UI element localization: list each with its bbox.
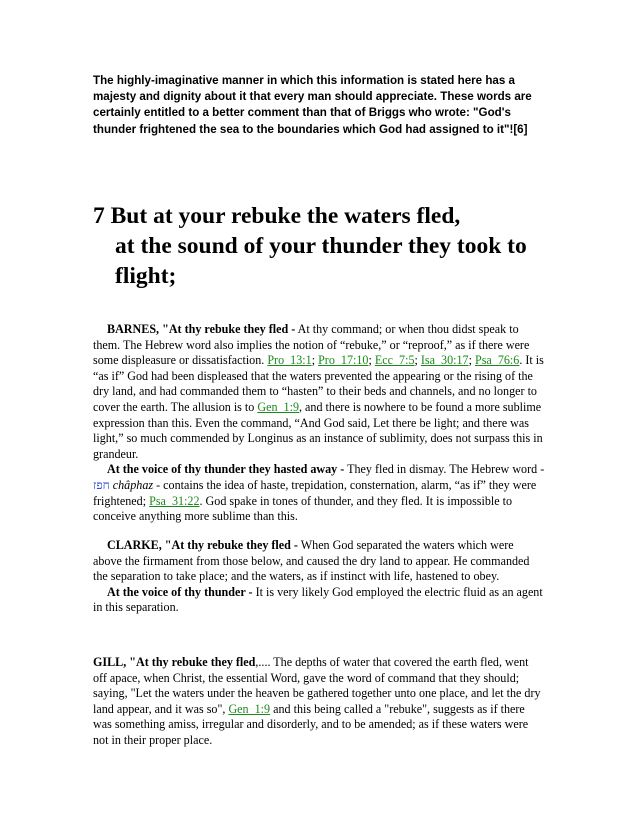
verse-heading — [93, 201, 593, 291]
clarke-paragraph-2 — [93, 585, 545, 616]
barnes-text: - contains the idea of haste, trepidation, consternation, alarm, “as if” they were frightened; — [93, 477, 537, 508]
scripture-link[interactable]: Isa_30:17 — [420, 353, 469, 368]
gill-paragraph — [93, 655, 545, 749]
gill-text: ,.... The depths of water that covered the earth fled, went off apace, when Christ, the essential Word, gave the word of command that they should; saying, "Let the waters under the heaven be gathered together unto one place, and let the dry land appear, and it was so", — [93, 655, 541, 716]
scripture-link[interactable]: Gen_1:9 — [257, 399, 299, 414]
clarke-text: When God separated the waters which were above the firmament from those below, and caused the dry land to appear. He commanded the separation to take place; and the waters, as if instinct with life, hastened to obey. — [93, 538, 530, 584]
clarke-lead-2: At the voice of thy thunder - — [107, 584, 253, 599]
ref-separator: ; — [368, 353, 375, 368]
barnes-lead-2: At the voice of thy thunder they hasted away - — [107, 462, 345, 477]
verse-heading-line-2: at the sound of your thunder they took to flight; — [115, 233, 527, 289]
barnes-text: . God spake in tones of thunder, and they fled. It is impossible to conceive anything more sublime than this. — [93, 493, 513, 524]
hebrew-word: חפז — [93, 477, 110, 492]
barnes-text: . It is “as if” God had been displeased that the waters prevented the appearing or the rising of the dry land, and had commanded them to “hasten” to their beds and channels, and no longer to cover the earth. The allusion is to — [93, 353, 544, 414]
barnes-text: , and there is nowhere to be found a more sublime expression than this. Even the command, “And God said, Let there be light; and there was light,” so much commended by Longinus as an instance of sublimity, does not surpass this in grandeur. — [93, 399, 543, 461]
barnes-paragraph-2 — [93, 462, 545, 524]
clarke-paragraph-1 — [93, 538, 545, 585]
ref-separator: ; — [414, 353, 421, 368]
verse-heading-line-1: 7 But at your rebuke the waters fled, — [93, 203, 461, 229]
barnes-commentary — [93, 322, 545, 525]
gill-text: and this being called a "rebuke", suggests as if there was something amiss, irregular and disorderly, and to be amended; as if these waters were not in their proper place. — [93, 701, 529, 747]
scripture-link[interactable]: Gen_1:9 — [228, 701, 271, 716]
scripture-link[interactable]: Ecc_7:5 — [374, 353, 415, 368]
scripture-link[interactable]: Psa_31:22 — [149, 493, 200, 508]
barnes-text: They fled in dismay. The Hebrew word - — [344, 462, 545, 477]
scripture-link[interactable]: Pro_13:1 — [267, 353, 312, 368]
scripture-link[interactable]: Pro_17:10 — [318, 353, 369, 368]
clarke-commentary — [93, 538, 545, 616]
barnes-paragraph-1 — [93, 322, 545, 462]
ref-separator: ; — [311, 353, 319, 368]
barnes-text: At thy command; or when thou didst speak to them. The Hebrew word also implies the notion of “rebuke,” or “reproof,” as if there were some displeasure or dissatisfaction. — [93, 322, 530, 368]
barnes-lead: BARNES, "At thy rebuke they fled - — [107, 322, 296, 336]
gill-lead: GILL, "At thy rebuke they fled — [93, 655, 256, 669]
scripture-link[interactable]: Psa_76:6 — [474, 353, 520, 368]
gill-commentary — [93, 655, 545, 749]
transliteration: châphaz — [112, 477, 154, 492]
clarke-lead: CLARKE, "At thy rebuke they fled - — [107, 538, 298, 552]
ref-separator: ; — [468, 353, 475, 368]
intro-paragraph: The highly-imaginative manner in which this information is stated here has a majesty and dignity about it that every man should appreciate. These words are certainly entitled to a better comment than that of Briggs who wrote: "God's thunder frightened the sea to the boundaries which God had assigned to it"![6] — [93, 74, 532, 136]
clarke-text: It is very likely God employed the electric fluid as an agent in this separation. — [93, 584, 543, 615]
